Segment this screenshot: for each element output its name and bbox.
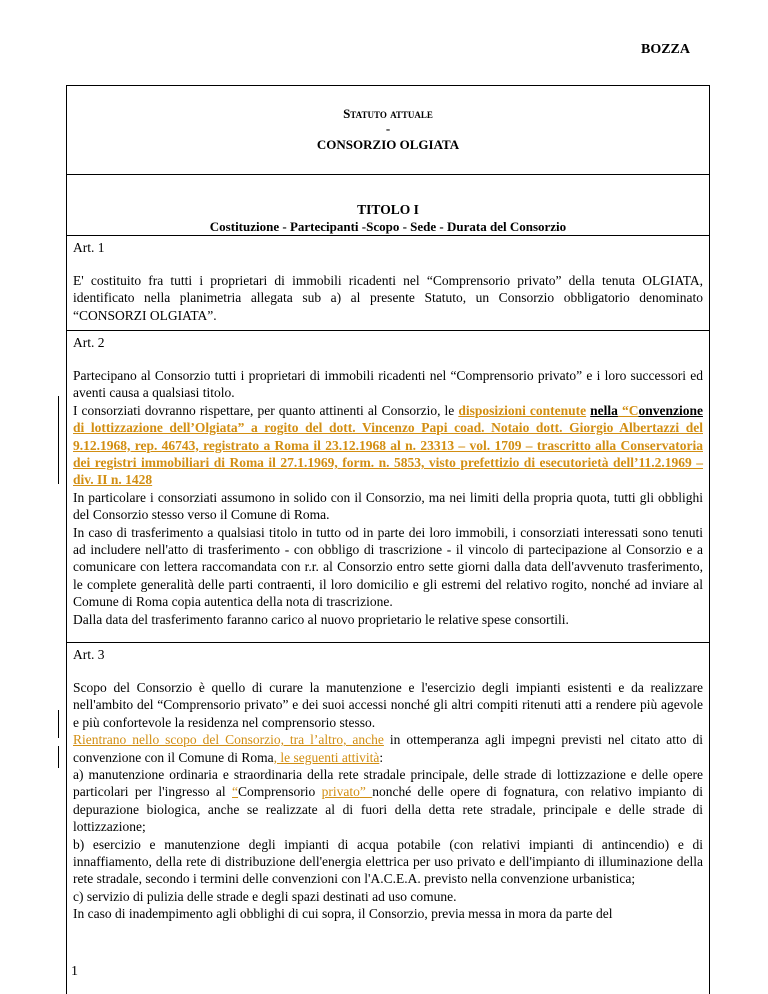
- article-paragraph: E' costituito fra tutti i proprietari di immobili ricadenti nel “Comprensorio privato” della tenuta OLGIATA, identificato nella planimetria allegata sub a) al presente Statuto, un Consorzio obbligatorio denominato “CONSORZI OLGIATA”.: [73, 273, 703, 323]
- titolo-subheading: Costituzione - Partecipanti -Scopo - Sede - Durata del Consorzio: [209, 219, 567, 234]
- article-paragraph: In caso di trasferimento a qualsiasi titolo in tutto od in parte dei loro immobili, i consorziati interessati sono tenuti ad includere nell'atto di trasferimento - con obbligo di trascrizione - il vincolo di partecipazione al Consorzio e a comunicare con lettera raccomandata con r.r. al Consorzio entro sette giorni dalla data dell'avvenuto trasferimento, le complete generalità delle parti contraenti, il loro domicilio e gli estremi del relativo rogito, nonché ad inviare al Comune di Roma copia autentica della nota di trascrizione.: [73, 524, 703, 610]
- change-bar: [58, 746, 59, 768]
- tracked-change: onvenzione: [638, 402, 703, 418]
- titolo-block: [67, 174, 709, 235]
- tracked-change: nella: [590, 402, 618, 418]
- tracked-change: “: [232, 784, 239, 800]
- article-label: Art. 1: [73, 240, 105, 255]
- tracked-change: “C: [617, 402, 639, 418]
- draft-label: BOZZA: [640, 42, 690, 57]
- change-bar: [58, 396, 59, 484]
- tracked-change: Rientrano nello scopo del Consorzio, tra l’altro, anche: [73, 732, 384, 748]
- tracked-change: privato: [321, 784, 360, 800]
- article-paragraph-tracked: Rientrano nello scopo del Consorzio, tra l’altro, anche in ottemperanza agli impegni previsti nel citato atto di convenzione con il Comune di Roma, le seguenti attività:: [73, 732, 703, 765]
- article-paragraph-tracked: I consorziati dovranno rispettare, per quanto attinenti al Consorzio, le disposizioni contenute nella “Convenzione di lottizzazione dell’Olgiata” a rogito del dott. Vincenzo Papi coad. Notaio dott. Giorgio Albertazzi del 9.12.1968, rep. 46743, registrato a Roma il 23.12.1968 al n. 23313 – vol. 1709 – trascritto alla Conservatoria dei registri immobiliari di Roma il 27.1.1969, form. n. 5853, visto prefettizio di esecutorietà dell’11.2.1969 – div. II n. 1428: [73, 402, 703, 488]
- article-paragraph: In particolare i consorziati assumono in solido con il Consorzio, ma nei limiti della propria quota, tutti gli obblighi del Consorzio stesso verso il Comune di Roma.: [73, 489, 703, 523]
- tracked-change: disposizioni contenute: [458, 402, 587, 418]
- statuto-label: Statuto attuale: [343, 106, 433, 121]
- article-paragraph: In caso di inadempimento agli obblighi di cui sopra, il Consorzio, previa messa in mora da parte del: [73, 906, 613, 922]
- page-number: 1: [71, 964, 78, 979]
- tracked-change: di lottizzazione dell’Olgiata” a rogito del dott. Vincenzo Papi coad. Notaio dott. Giorgio Albertazzi del 9.12.1968, rep. 46743, registrato a Roma il 23.12.1968 al n. 23313 – vol. 1709 – trascritto alla Conservatoria dei registri immobiliari di Roma il 27.1.1969, form. n. 5853, visto prefettizio di esecutorietà dell’11.2.1969 – div. II n. 1428: [73, 420, 703, 488]
- statute-table: [66, 85, 710, 994]
- tracked-change: ”: [359, 784, 373, 800]
- article-1: [67, 235, 709, 330]
- titolo-heading: TITOLO I: [357, 202, 419, 217]
- consortium-name: CONSORZIO OLGIATA: [316, 137, 460, 152]
- title-block: [67, 85, 709, 174]
- article-paragraph: Dalla data del trasferimento faranno carico al nuovo proprietario le relative spese consortili.: [73, 611, 569, 627]
- article-3: [67, 642, 709, 994]
- article-paragraph: Partecipano al Consorzio tutti i proprietari di immobili ricadenti nel “Comprensorio privato” e i loro successori ed aventi causa a qualsiasi titolo.: [73, 368, 703, 401]
- article-label: Art. 3: [73, 647, 105, 662]
- article-paragraph: Scopo del Consorzio è quello di curare la manutenzione e l'esercizio degli impianti esistenti e da realizzare nell'ambito del “Comprensorio privato” e dei suoi accessi nonché gli altri compiti ritenuti atti a rendere più agevole e più confortevole la residenza nel comprensorio stesso.: [73, 680, 703, 730]
- change-bar: [58, 710, 59, 738]
- article-paragraph-tracked: a) manutenzione ordinaria e straordinaria della rete stradale principale, delle strade di lottizzazione e delle opere particolari per l'ingresso al “Comprensorio privato” nonché delle opere di fognatura, con relativo impianto di depurazione biologica, anche se realizzate al di fuori della detta rete stradale, principale e delle strade di lottizzazione;: [73, 767, 703, 835]
- article-paragraph: c) servizio di pulizia delle strade e degli spazi destinati ad uso comune.: [73, 888, 457, 904]
- article-2: [67, 330, 709, 642]
- article-label: Art. 2: [73, 335, 105, 350]
- tracked-change: , le seguenti attività: [273, 749, 380, 765]
- article-paragraph: b) esercizio e manutenzione degli impianti di acqua potabile (con relativi impianti di antincendio) e di innaffiamento, della rete di distribuzione dell'energia elettrica per uso privato e dell'impianto di illuminazione della rete stradale, secondo i termini delle convenzioni con l'A.C.E.A. previsto nella convenzione urbanistica;: [73, 836, 703, 887]
- title-dash: -: [385, 121, 391, 136]
